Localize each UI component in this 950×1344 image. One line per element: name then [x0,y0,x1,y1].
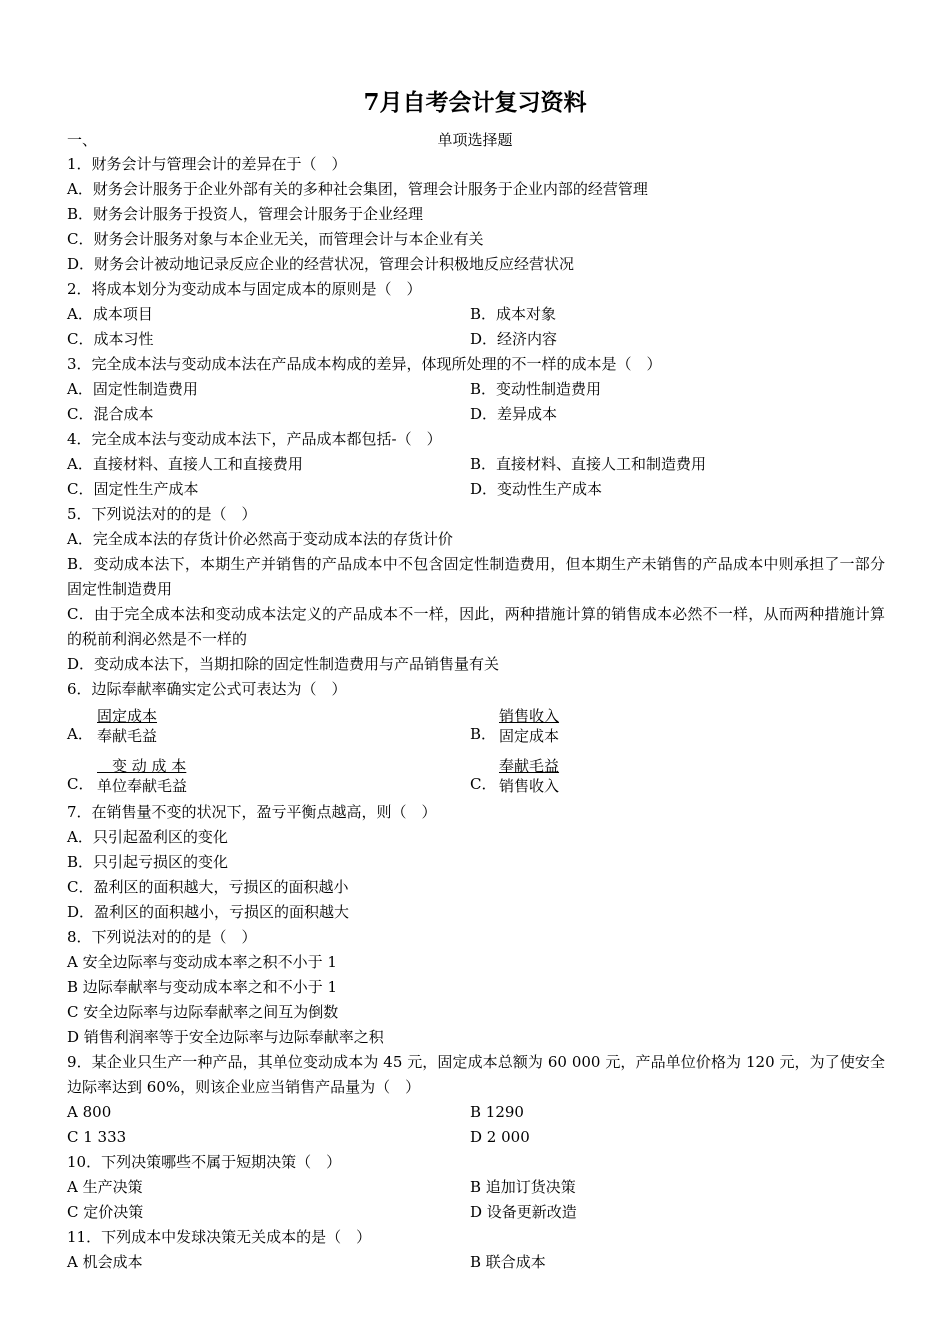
question-2-option-c: C．成本习性 [67,330,154,348]
question-9-option-b: B 1290 [470,1103,524,1121]
question-6-option-b-numerator: 销售收入 [499,707,560,725]
question-7-option-d: D．盈利区的面积越小，亏损区的面积越大 [67,903,350,921]
question-5-option-a: A．完全成本法的存货计价必然高于变动成本法的存货计价 [67,530,453,548]
question-6-option-a-numerator: 固定成本 [97,707,158,725]
question-2-option-a: A．成本项目 [67,305,153,323]
question-3-option-a: A．固定性制造费用 [67,380,198,398]
question-5-stem: 5．下列说法对的的是（ ） [67,505,257,523]
question-5-option-b: B．变动成本法下，本期生产并销售的产品成本中不包含固定性制造费用，但本期生产未销售的产品成本中则承担了一部分固定性制造费用 [67,555,885,598]
question-11-option-b: B 联合成本 [470,1253,546,1271]
question-10-option-c: C 定价决策 [67,1203,144,1221]
section-heading: 单项选择题 [437,131,513,149]
question-5-option-c: C．由于完全成本法和变动成本法定义的产品成本不一样，因此，两种措施计算的销售成本必然不一样，从而两种措施计算的税前利润必然是不一样的 [67,605,885,648]
question-6-option-d-numerator: 奉献毛益 [499,757,560,775]
question-11-option-a: A 机会成本 [67,1253,143,1271]
question-8-option-d: D 销售利润率等于安全边际率与边际奉献率之积 [67,1028,384,1046]
question-6-stem: 6．边际奉献率确实定公式可表达为（ ） [67,680,347,698]
question-1-option-c: C．财务会计服务对象与本企业无关，而管理会计与本企业有关 [67,230,484,248]
question-8-option-c: C 安全边际率与边际奉献率之间互为倒数 [67,1003,339,1021]
question-4-option-a: A．直接材料、直接人工和直接费用 [67,455,303,473]
question-6-option-c-denominator: 单位奉献毛益 [97,777,188,795]
document-title: 7月自考会计复习资料 [363,89,587,116]
question-6-option-b-denominator: 固定成本 [499,727,560,745]
question-5-option-d: D．变动成本法下，当期扣除的固定性制造费用与产品销售量有关 [67,655,500,673]
question-10-option-d: D 设备更新改造 [470,1203,577,1221]
question-10-option-a: A 生产决策 [67,1178,143,1196]
question-1-stem: 1．财务会计与管理会计的差异在于（ ） [67,155,347,173]
question-7-option-b: B．只引起亏损区的变化 [67,853,229,871]
question-3-option-b: B．变动性制造费用 [470,380,602,398]
question-6-option-a-label: A． [67,725,93,743]
question-7-option-a: A．只引起盈利区的变化 [67,828,228,846]
question-9-option-a: A 800 [67,1103,112,1121]
question-1-option-a: A．财务会计服务于企业外部有关的多种社会集团，管理会计服务于企业内部的经营管理 [67,180,648,198]
question-8-option-b: B 边际奉献率与变动成本率之和不小于 1 [67,978,338,996]
question-7-option-c: C．盈利区的面积越大，亏损区的面积越小 [67,878,349,896]
question-8-option-a: A 安全边际率与变动成本率之积不小于 1 [67,953,337,971]
question-6-option-d-label: C． [470,775,497,793]
section-index: 一、 [67,131,98,149]
question-4-stem: 4．完全成本法与变动成本法下，产品成本都包括-（ ） [67,430,442,448]
question-6-option-c-label: C． [67,775,94,793]
question-9-option-d: D 2 000 [470,1128,530,1146]
question-7-stem: 7．在销售量不变的状况下，盈亏平衡点越高，则（ ） [67,803,437,821]
question-2-option-b: B．成本对象 [470,305,557,323]
question-9-option-c: C 1 333 [67,1128,127,1146]
question-10-option-b: B 追加订货决策 [470,1178,576,1196]
question-2-option-d: D．经济内容 [470,330,558,348]
question-10-stem: 10．下列决策哪些不属于短期决策（ ） [67,1153,342,1171]
question-6-option-b-label: B． [470,725,497,743]
question-6-option-d-denominator: 销售收入 [499,777,560,795]
question-4-option-d: D．变动性生产成本 [470,480,603,498]
question-2-stem: 2．将成本划分为变动成本与固定成本的原则是（ ） [67,280,422,298]
question-9-stem: 9．某企业只生产一种产品，其单位变动成本为 45 元，固定成本总额为 60 000 元，产品单位价格为 120 元，为了使安全边际率达到 60%，则该企业应当销售产品量为（ ） [67,1053,885,1096]
question-6-option-c-numerator: 变 动 成 本 [97,757,187,775]
question-3-stem: 3．完全成本法与变动成本法在产品成本构成的差异，体现所处理的不一样的成本是（ ） [67,355,662,373]
question-11-stem: 11．下列成本中发球决策无关成本的是（ ） [67,1228,372,1246]
question-4-option-b: B．直接材料、直接人工和制造费用 [470,455,707,473]
question-8-stem: 8．下列说法对的的是（ ） [67,928,257,946]
question-1-option-b: B．财务会计服务于投资人，管理会计服务于企业经理 [67,205,424,223]
question-3-option-c: C．混合成本 [67,405,154,423]
question-6-option-a-denominator: 奉献毛益 [97,727,158,745]
question-1-option-d: D．财务会计被动地记录反应企业的经营状况，管理会计积极地反应经营状况 [67,255,575,273]
question-4-option-c: C．固定性生产成本 [67,480,199,498]
question-3-option-d: D．差异成本 [470,405,558,423]
